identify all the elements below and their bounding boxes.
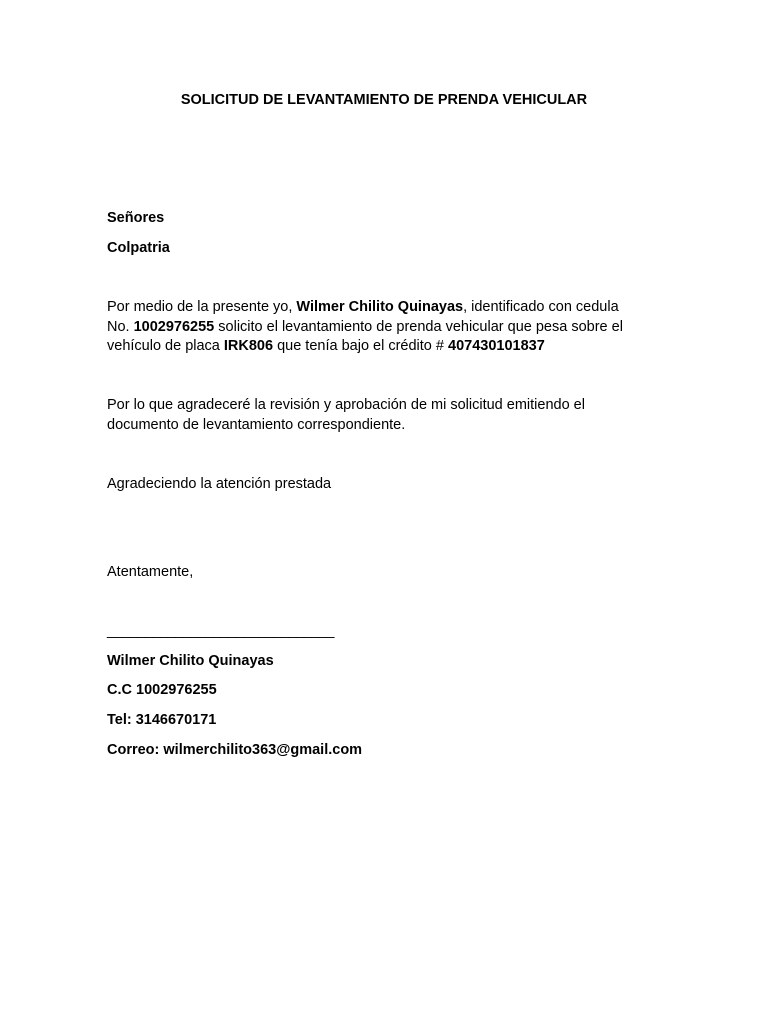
credit-number: 407430101837 [448,338,545,354]
text-segment: solicito el levantamiento de prenda vehicular que pesa sobre el [214,318,623,335]
body-paragraph-closing: Agradeciendo la atención prestada [107,476,332,492]
paragraph-line [107,337,647,357]
document-title: SOLICITUD DE LEVANTAMIENTO DE PRENDA VEHICULAR [180,92,588,108]
paragraph-line [107,318,647,338]
body-paragraph-thanks [107,396,647,435]
text-segment: Por medio de la presente yo, [107,299,297,315]
valediction: Atentamente, [107,564,194,580]
text-segment: No. [107,318,134,335]
text-segment: , identificado con cedula [463,299,619,315]
signer-id: C.C 1002976255 [107,682,217,698]
applicant-name: Wilmer Chilito Quinayas [296,299,464,315]
signer-name: Wilmer Chilito Quinayas [107,653,274,669]
signer-phone: Tel: 3146670171 [107,712,217,728]
signer-email: Correo: wilmerchilito363@gmail.com [107,742,363,758]
signature-line: ______________________________ [107,623,334,639]
paragraph-line: documento de levantamiento correspondiente. [107,416,406,433]
applicant-id-number: 1002976255 [133,318,215,335]
body-paragraph-request [107,298,647,357]
text-segment: que tenía bajo el crédito # [273,338,448,354]
paragraph-line [107,298,647,318]
recipient-company: Colpatria [107,240,170,256]
paragraph-line: Por lo que agradeceré la revisión y aprobación de mi solicitud emitiendo el [107,397,585,413]
text-segment: vehículo de placa [107,338,224,354]
vehicle-plate: IRK806 [223,338,274,354]
recipient-salutation: Señores [107,210,165,226]
